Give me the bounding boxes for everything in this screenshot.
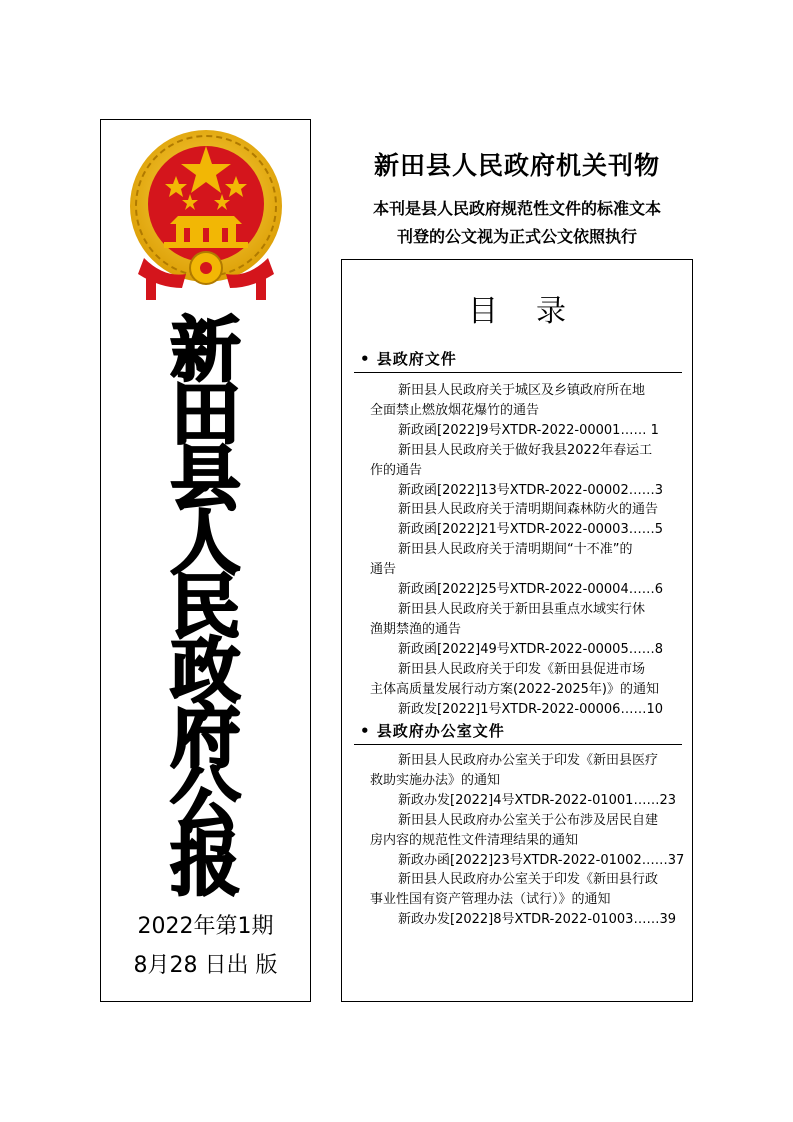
masthead-char: 府	[170, 694, 241, 777]
toc-entry-line: 新田县人民政府关于新田县重点水域实行休	[398, 601, 646, 617]
masthead-char: 政	[170, 630, 241, 713]
toc-entry-line: 新政办函[2022]23号XTDR-2022-01002……37	[398, 852, 685, 868]
toc-entry-line: 新田县人民政府办公室关于印发《新田县行政	[398, 872, 659, 888]
toc-entry-line: 新政函[2022]13号XTDR-2022-00002……3	[398, 482, 663, 498]
masthead-char: 公	[170, 759, 241, 842]
toc-entry-line: 新田县人民政府办公室关于公布涉及居民自建	[398, 812, 659, 828]
masthead-char: 新	[170, 309, 241, 391]
publication-date: 8月28 日出 版	[133, 953, 278, 978]
publication-note: 本刊是县人民政府规范性文件的标准文本	[372, 199, 661, 218]
toc-entry-line: 新田县人民政府关于城区及乡镇政府所在地	[398, 383, 646, 398]
toc-entry-line: 全面禁止燃放烟花爆竹的通告	[370, 402, 540, 418]
publisher-title: 新田县人民政府机关刊物	[373, 151, 660, 180]
masthead-char: 县	[170, 437, 241, 520]
toc-section-title: • 县政府文件	[360, 350, 457, 368]
toc-list	[370, 381, 688, 719]
masthead-char: 人	[170, 501, 241, 584]
toc-entry-line: 作的通告	[370, 462, 423, 478]
toc-entry-line: 救助实施办法》的通知	[370, 772, 501, 788]
toc-entry-line: 通告	[370, 562, 397, 578]
toc-entry-line: 新田县人民政府办公室关于印发《新田县医疗	[398, 753, 659, 768]
masthead-char: 田	[170, 373, 241, 456]
toc-entry-line: 渔期禁渔的通告	[370, 621, 462, 637]
national-emblem-icon	[124, 128, 288, 304]
toc-entry-line: 新田县人民政府关于做好我县2022年春运工	[398, 442, 653, 458]
section-divider	[354, 372, 682, 373]
masthead-char: 民	[170, 566, 241, 649]
toc-entry-line: 新政函[2022]21号XTDR-2022-00003……5	[398, 522, 663, 538]
table-of-contents	[341, 259, 693, 1002]
toc-entry-line: 事业性国有资产管理办法（试行）》的通知	[370, 892, 611, 908]
toc-title: 目录	[468, 294, 604, 329]
toc-entry-line: 新政办发[2022]4号XTDR-2022-01001……23	[398, 792, 676, 808]
section-divider	[354, 744, 682, 745]
toc-entry-line: 新政办发[2022]8号XTDR-2022-01003……39	[398, 912, 676, 928]
toc-list	[370, 751, 688, 930]
toc-entry-line: 新田县人民政府关于清明期间森林防火的通告	[398, 502, 659, 518]
toc-section-title: • 县政府办公室文件	[360, 722, 505, 740]
toc-entry-line: 新田县人民政府关于印发《新田县促进市场	[398, 661, 646, 677]
publication-note: 刊登的公文视为正式公文依照执行	[396, 227, 637, 246]
masthead-panel	[100, 119, 311, 1002]
toc-entry-line: 房内容的规范性文件清理结果的通知	[370, 832, 579, 848]
toc-entry-line: 主体高质量发展行动方案(2022-2025年)》的通知	[370, 681, 660, 697]
toc-entry-line: 新政函[2022]9号XTDR-2022-00001…… 1	[398, 422, 659, 438]
masthead-title	[101, 309, 310, 906]
toc-entry-line: 新政发[2022]1号XTDR-2022-00006……10	[398, 701, 663, 717]
toc-entry-line: 新政函[2022]25号XTDR-2022-00004……6	[398, 582, 663, 598]
issue-number: 2022年第1期	[137, 914, 274, 939]
masthead-char: 报	[170, 823, 241, 906]
toc-entry-line: 新政函[2022]49号XTDR-2022-00005……8	[398, 641, 663, 657]
toc-entry-line: 新田县人民政府关于清明期间“十不准”的	[398, 542, 633, 558]
